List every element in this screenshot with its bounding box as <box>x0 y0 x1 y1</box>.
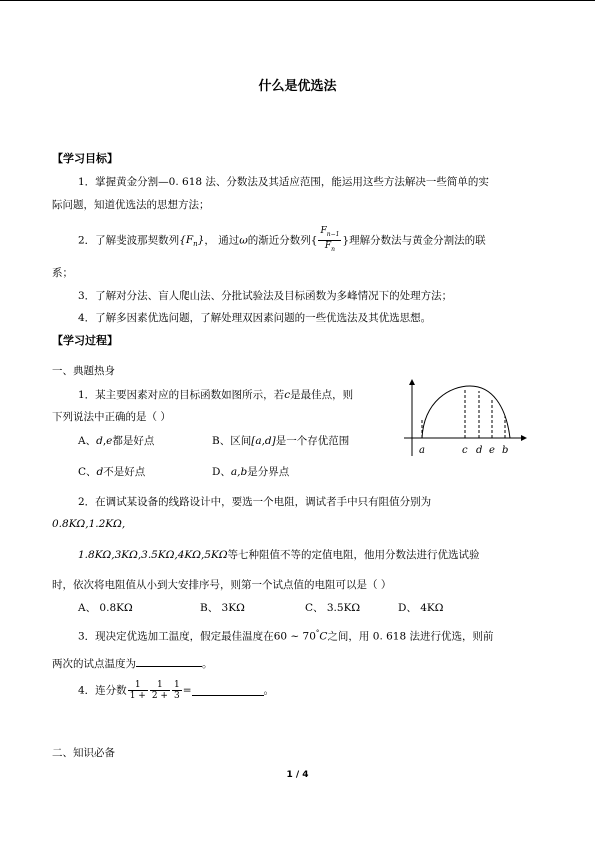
question-2-line-1: 2．在调试某设备的线路设计中，要选一个电阻，调试者手中只有阻值分别为 <box>78 496 432 508</box>
answer-blank-q3[interactable] <box>136 656 202 667</box>
question-1-option-d: D、a,b是分界点 <box>212 466 290 478</box>
question-1-option-a: A、d,e都是好点 <box>78 435 155 447</box>
question-1-option-b: B、区间[a,d]是一个存优范围 <box>212 435 350 447</box>
page-title: 什么是优选法 <box>258 79 337 94</box>
question-1-line-2: 下列说法中正确的是（ ） <box>52 411 171 423</box>
objective-function-figure <box>400 376 530 460</box>
question-2-line-3: 1.8KΩ,3KΩ,3.5KΩ,4KΩ,5KΩ等七种阻值不等的定值电阻，他用分数法进行优选试验 <box>78 549 480 561</box>
objective-curve <box>422 386 510 438</box>
part-2-heading: 二、知识必备 <box>52 747 115 759</box>
goal-2-line-1 <box>78 226 486 255</box>
question-4: 4．连分数 $\frac{1}{1 +}$ $\frac{1}{2 +}$ $\frac{1}{3}$ = 。 <box>78 680 275 701</box>
goal-1-line-1: 1．掌握黄金分割—0. 618 法、分数法及其适应范围，能运用这些方法解决一些简单的实 <box>78 176 489 188</box>
page-number: 1 / 4 <box>286 770 309 780</box>
goal-2-mid: ， 通过 <box>204 234 240 247</box>
fibonacci-seq: $\{F_n\}$ <box>179 234 205 249</box>
goal-2-close: } <box>342 234 350 247</box>
process-heading: 【学习过程】 <box>52 334 118 347</box>
label-c: c <box>462 445 468 456</box>
goals-heading: 【学习目标】 <box>52 152 118 165</box>
question-3-line-1: 3．现决定优选加工温度，假定最佳温度在60 ~ 70°C之间，用 0. 618 法进行优选，则前 <box>78 629 494 643</box>
question-1-line-1: 1．某主要因素对应的目标函数如图所示，若c是最佳点，则 <box>78 389 354 401</box>
question-2-line-4: 时，依次将电阻值从小到大安排序号，则第一个试点值的电阻可以是（ ） <box>52 579 392 591</box>
question-2-option-a: A、 0.8KΩ <box>78 602 133 614</box>
label-a: a <box>419 445 425 456</box>
goal-4: 4．了解多因素优选问题，了解处理双因素问题的一些优选法及其优选思想。 <box>78 312 432 324</box>
question-2-option-c: C、 3.5KΩ <box>305 602 361 614</box>
continued-fraction-part-3: $\frac{1}{3}$ <box>173 680 180 701</box>
omega-symbol: ω <box>239 234 248 247</box>
question-1-option-c: C、d不是好点 <box>78 466 146 478</box>
label-b: b <box>502 445 509 456</box>
goal-3: 3．了解对分法、盲人爬山法、分批试验法及目标函数为多峰情况下的处理方法； <box>78 290 453 302</box>
question-2-option-d: D、 4KΩ <box>398 602 444 614</box>
question-2-option-b: B、 3KΩ <box>200 602 245 614</box>
answer-blank-q4[interactable] <box>192 685 264 696</box>
continued-fraction-part-1: $\frac{1}{1 +}$ <box>129 680 146 701</box>
goal-2-suffix: 理解分数法与黄金分割法的联 <box>349 234 486 247</box>
label-e: e <box>489 445 495 456</box>
goal-2-line-2: 系； <box>52 267 73 279</box>
label-d: d <box>476 445 483 456</box>
question-3-line-2: 两次的试点温度为 。 <box>52 658 213 670</box>
question-2-line-2: 0.8KΩ,1.2KΩ, <box>52 518 126 530</box>
part-1-heading: 一、典题热身 <box>52 365 115 377</box>
continued-fraction-part-2: $\frac{1}{2 +}$ <box>151 680 168 701</box>
goal-1-line-2: 际问题，知道优选法的思想方法； <box>52 199 210 211</box>
goal-2-prefix: 2．了解斐波那契数列 <box>78 234 180 247</box>
top-border-line <box>0 0 595 1</box>
goal-2-mid2: 的渐近分数列{ <box>247 234 318 247</box>
ratio-fraction: $\frac{F_{n-1}}{F_n}$ <box>320 226 340 253</box>
